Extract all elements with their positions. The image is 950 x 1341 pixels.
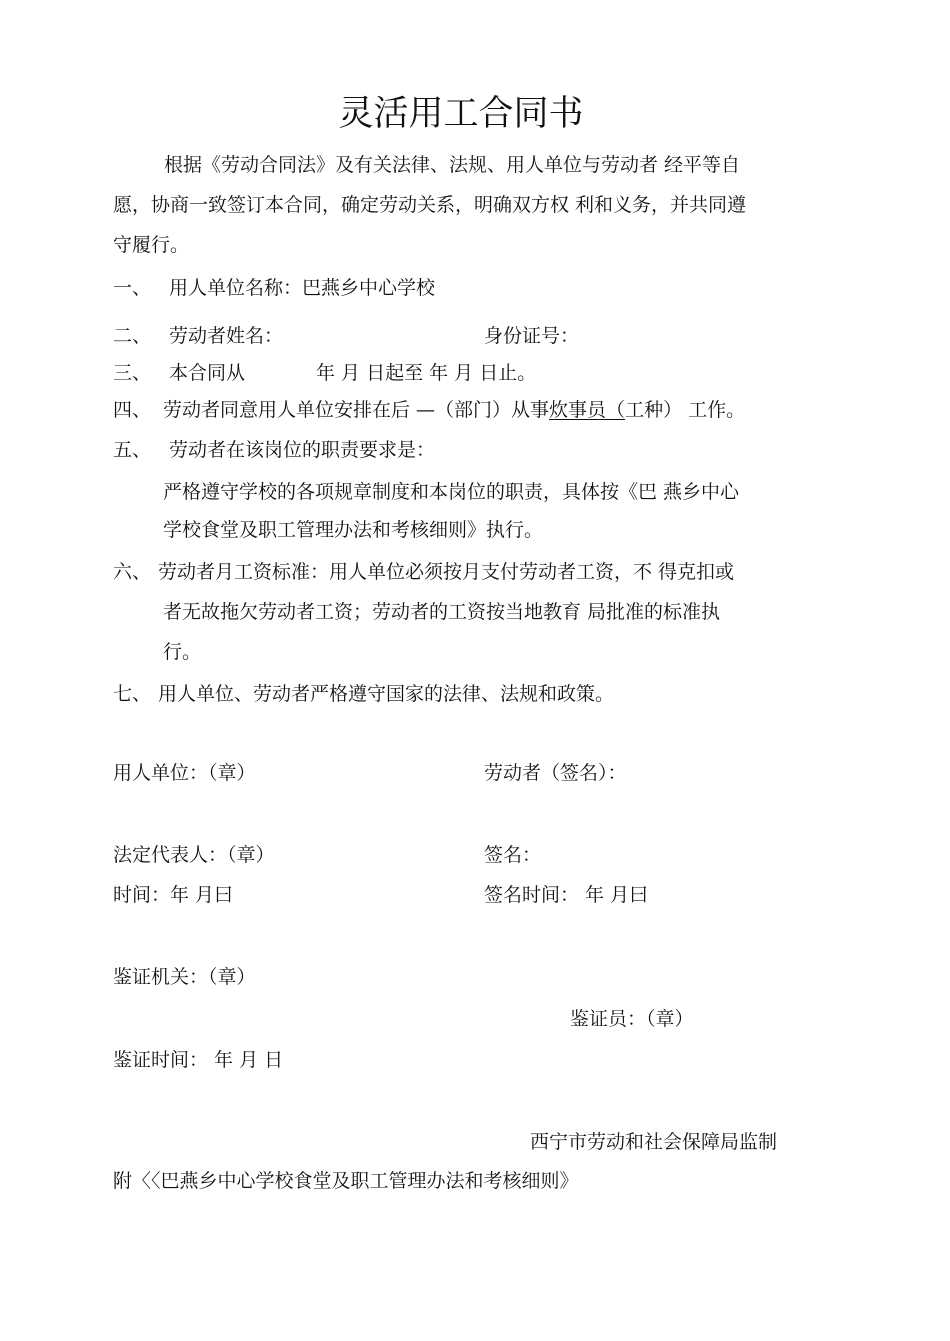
- signature-date-label: 签名时间： 年 月曰: [484, 884, 649, 906]
- legal-representative-label: 法定代表人：（章）: [113, 844, 275, 866]
- clause-4-text-a: 劳动者同意用人单位安排在后 —（部门）从事: [163, 399, 550, 421]
- job-type-value: 炊事员（: [549, 399, 626, 421]
- id-number-label: 身份证号：: [484, 325, 580, 347]
- signature-label: 签名：: [484, 844, 542, 866]
- clause-5-text: 劳动者在该岗位的职责要求是：: [169, 439, 436, 461]
- attachment-line: 附〈〈巴燕乡中心学校食堂及职工管理办法和考核细则》: [113, 1170, 579, 1192]
- clause-5-detail-line-2: 学校食堂及职工管理办法和考核细则》执行。: [163, 519, 544, 541]
- clause-3-number: 三、: [113, 362, 152, 384]
- issuer-line: 西宁市劳动和社会保障局监制: [530, 1131, 778, 1153]
- clause-6-line-1: 劳动者月工资标准：用人单位必须按月支付劳动者工资，不 得克扣或: [158, 561, 735, 583]
- clause-1-number: 一、: [113, 277, 152, 299]
- verifier-label: 鉴证员：（章）: [570, 1008, 694, 1030]
- worker-signature-label: 劳动者（签名）：: [484, 762, 627, 784]
- clause-5-detail-line-1: 严格遵守学校的各项规章制度和本岗位的职责，具体按《巴 燕乡中心: [163, 481, 740, 503]
- contract-term-dates: 年 月 日起至 年 月 日止。: [316, 362, 537, 384]
- employer-date-label: 时间：年 月曰: [113, 884, 234, 906]
- clause-4-text-b: 工种） 工作。: [625, 399, 746, 421]
- clause-7-text: 用人单位、劳动者严格遵守国家的法律、法规和政策。: [158, 683, 615, 705]
- clause-3-text: 本合同从: [169, 362, 246, 384]
- intro-line-2: 愿，协商一致签订本合同，确定劳动关系，明确双方权 利和义务，并共同遵: [113, 194, 747, 216]
- clause-5-number: 五、: [113, 439, 152, 461]
- clause-4-number: 四、: [113, 399, 152, 421]
- clause-6-line-2: 者无故拖欠劳动者工资；劳动者的工资按当地教育 局批准的标准执: [163, 601, 721, 623]
- document-title: 灵活用工合同书: [338, 94, 584, 134]
- employer-seal-label: 用人单位：（章）: [113, 762, 256, 784]
- intro-line-3: 守履行。: [113, 234, 190, 256]
- clause-2-number: 二、: [113, 325, 152, 347]
- intro-line-1: 根据《劳动合同法》及有关法律、法规、用人单位与劳动者 经平等自: [164, 154, 741, 176]
- worker-name-label: 劳动者姓名：: [169, 325, 284, 347]
- clause-6-number: 六、: [113, 561, 152, 583]
- clause-6-line-3: 行。: [163, 641, 202, 663]
- clause-4-line: [163, 398, 745, 422]
- verification-date-label: 鉴证时间： 年 月 日: [113, 1049, 284, 1071]
- clause-7-number: 七、: [113, 683, 152, 705]
- verification-authority-label: 鉴证机关：（章）: [113, 966, 256, 988]
- clause-1-text: 用人单位名称：巴燕乡中心学校: [169, 277, 436, 299]
